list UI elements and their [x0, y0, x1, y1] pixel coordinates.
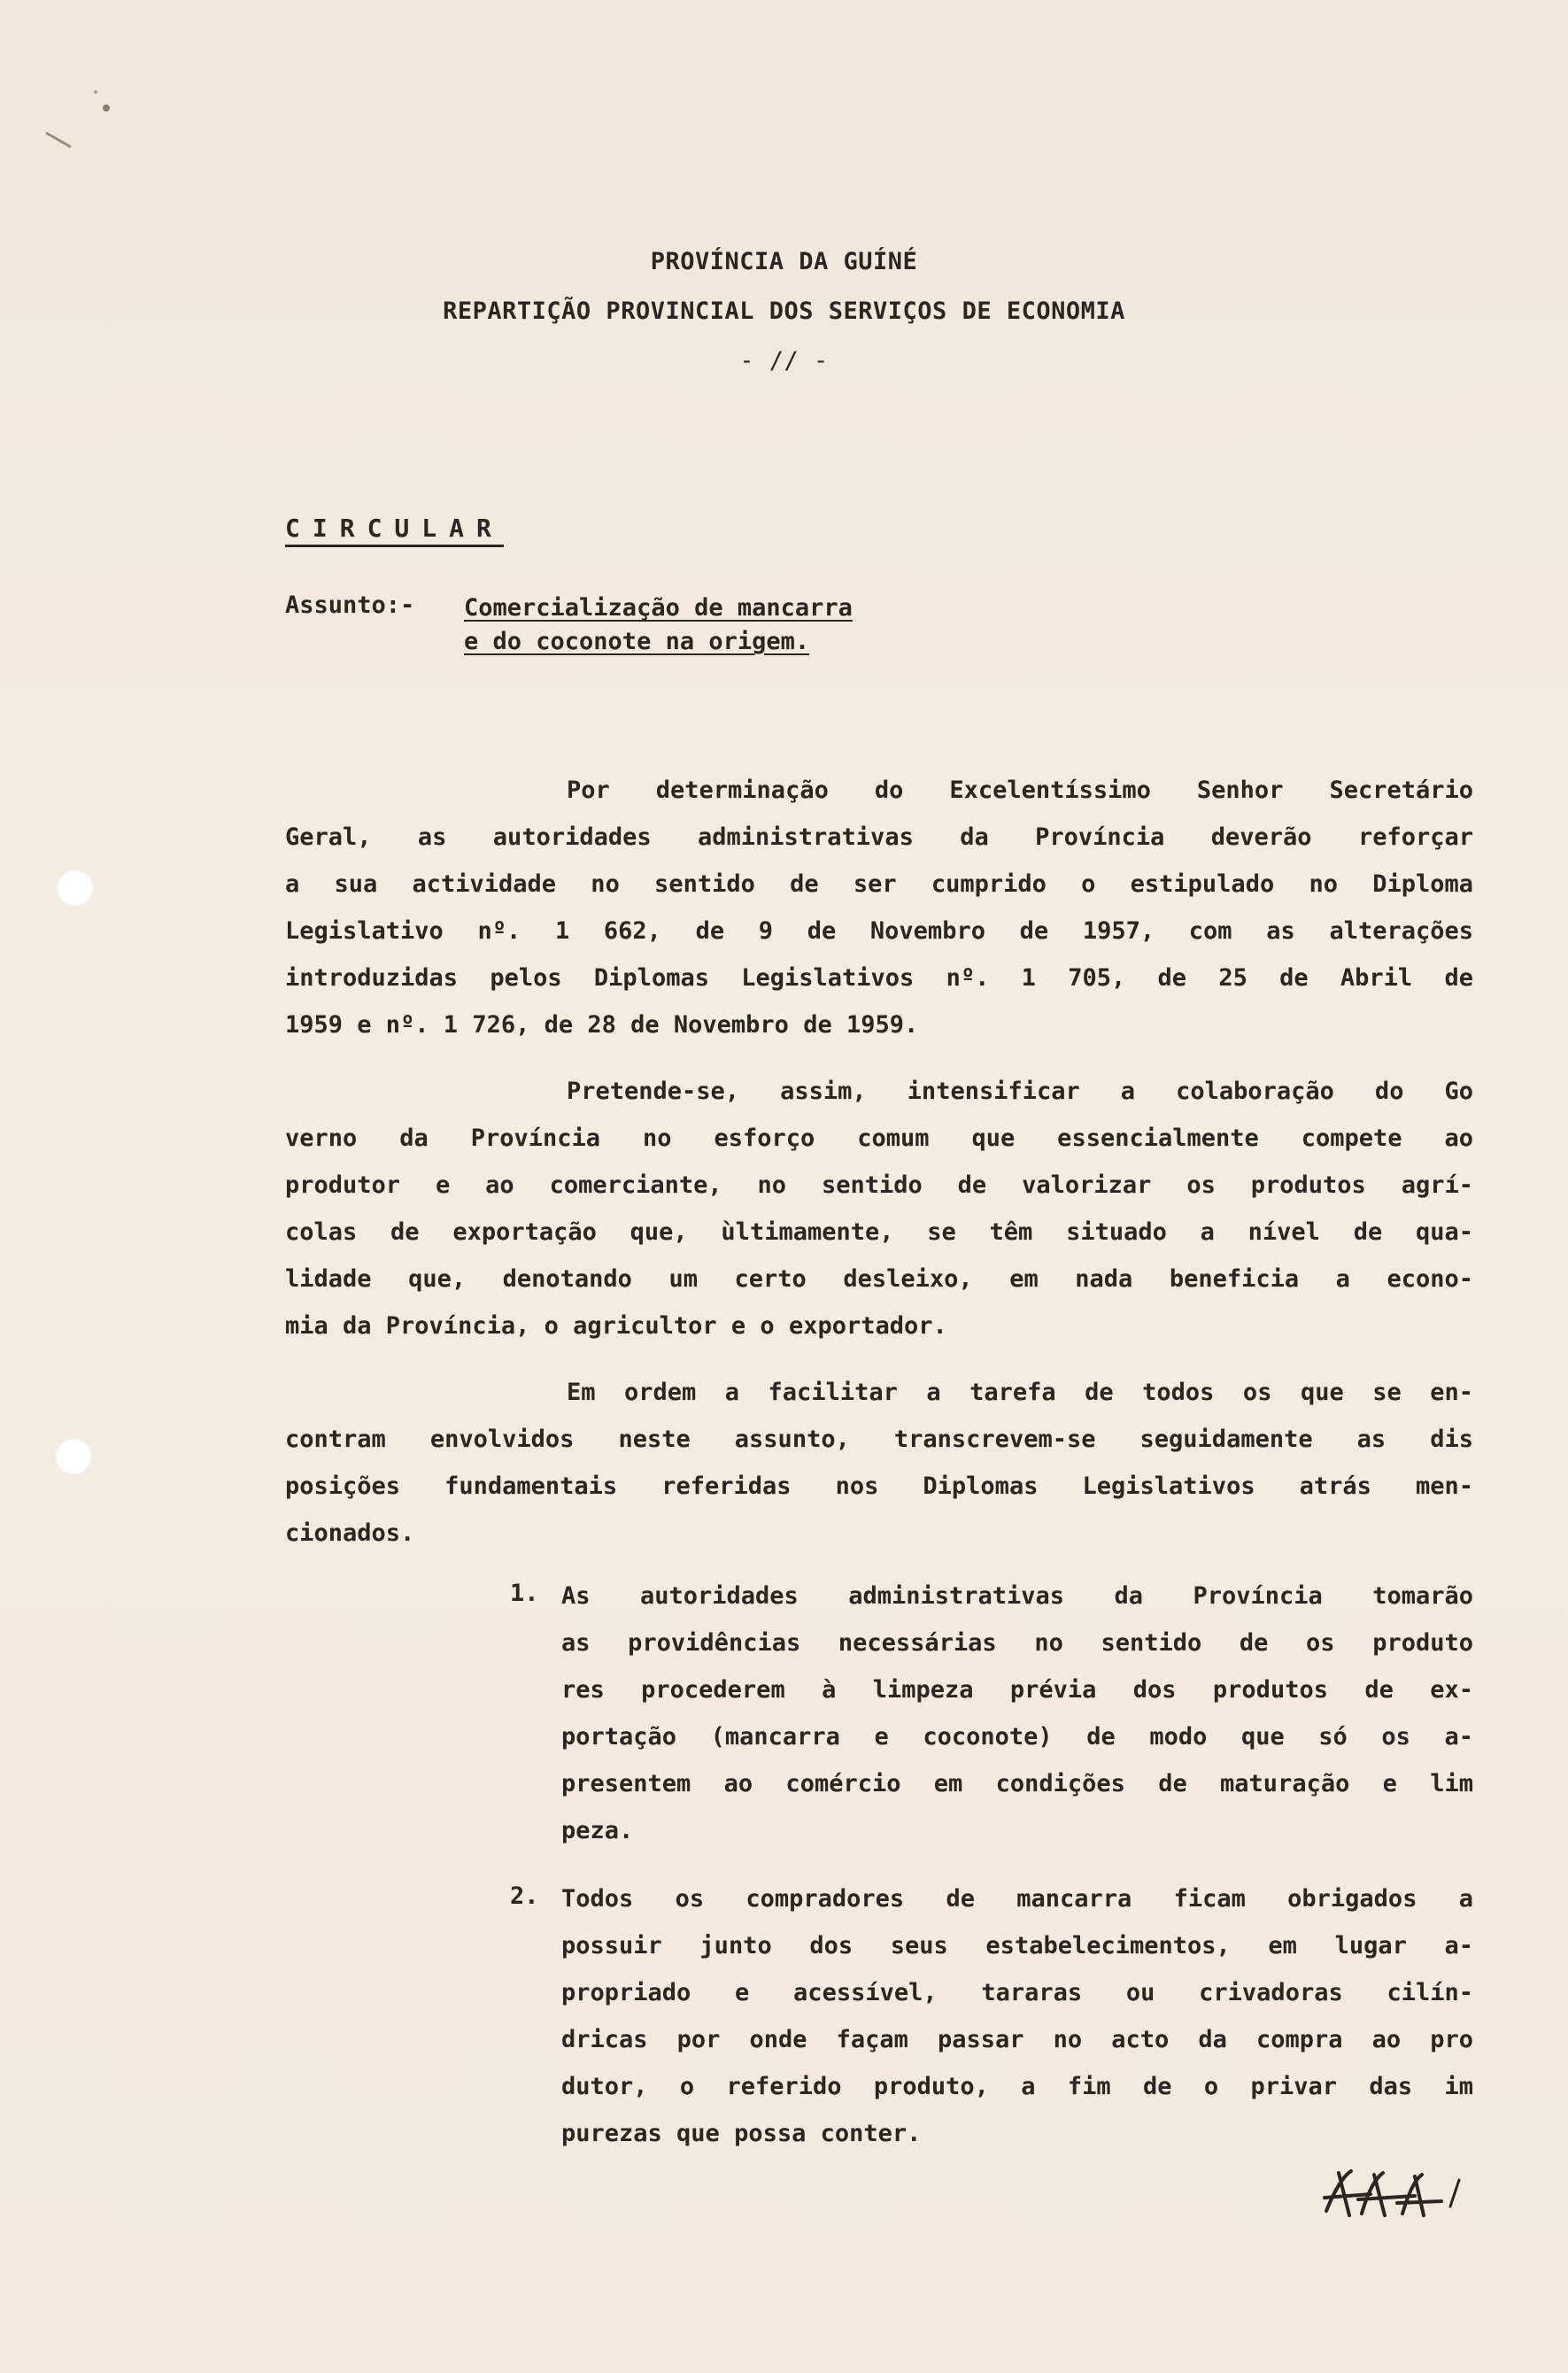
header-department: REPARTIÇÃO PROVINCIAL DOS SERVIÇOS DE ECONOMIA: [443, 298, 1125, 325]
paragraph-2: [285, 1068, 1473, 1349]
punch-hole-bottom: [55, 1438, 92, 1475]
paragraph-3: [285, 1369, 1473, 1557]
subject-line: e do coconote na origem.: [464, 628, 810, 655]
paragraph-line: Pretende-se, assim, intensificar a colaboração do Go: [567, 1078, 1473, 1105]
paragraph-line: produtor e ao comerciante, no sentido de valorizar os produtos agrí-: [285, 1171, 1473, 1199]
list-item-line: dutor, o referido produto, a fim de o privar das im: [561, 2073, 1473, 2100]
paragraph-line: verno da Província no esforço comum que essencialmente compete ao: [285, 1125, 1473, 1152]
list-item-line: peza.: [561, 1817, 634, 1844]
punch-hole-top: [57, 870, 94, 907]
handwritten-initials: [1317, 2162, 1477, 2224]
list-item-line: presentem ao comércio em condições de maturação e lim: [561, 1770, 1473, 1797]
item-number: 1.: [510, 1580, 539, 1607]
list-item: [561, 1573, 1473, 1854]
document-title: CIRCULAR: [285, 514, 504, 547]
paragraph-line: contram envolvidos neste assunto, transcrevem-se seguidamente as dis: [285, 1426, 1473, 1453]
paragraph-line: mia da Província, o agricultor e o exportador.: [285, 1312, 947, 1340]
list-item-line: purezas que possa conter.: [561, 2120, 922, 2147]
paragraph-line: Legislativo nº. 1 662, de 9 de Novembro de 1957, com as alterações: [285, 917, 1473, 945]
paragraph-1: [285, 767, 1473, 1048]
list-item-line: dricas por onde façam passar no acto da compra ao pro: [561, 2026, 1473, 2053]
paragraph-line: a sua actividade no sentido de ser cumprido o estipulado no Diploma: [285, 870, 1473, 898]
paragraph-line: Geral, as autoridades administrativas da Província deverão reforçar: [285, 823, 1473, 851]
list-item: [561, 1875, 1473, 2157]
stain-marks: [35, 71, 142, 177]
list-item-line: propriado e acessível, tararas ou crivadoras cilín-: [561, 1979, 1473, 2006]
subject-line: Comercialização de mancarra: [464, 594, 853, 622]
header-province: PROVÍNCIA DA GUÍNÉ: [650, 248, 918, 275]
paragraph-line: Por determinação do Excelentíssimo Senhor Secretário: [567, 777, 1473, 804]
item-number: 2.: [510, 1882, 539, 1910]
paragraph-line: lidade que, denotando um certo desleixo, em nada beneficia a econo-: [285, 1265, 1473, 1293]
paragraph-line: colas de exportação que, ùltimamente, se têm situado a nível de qua-: [285, 1218, 1473, 1246]
list-item-line: possuir junto dos seus estabelecimentos, em lugar a-: [561, 1932, 1473, 1959]
list-item-line: Todos os compradores de mancarra ficam obrigados a: [561, 1885, 1473, 1913]
paragraph-line: introduzidas pelos Diplomas Legislativos nº. 1 705, de 25 de Abril de: [285, 964, 1473, 992]
header-separator: - // -: [739, 347, 829, 375]
list-item-line: res procederem à limpeza prévia dos produtos de ex-: [561, 1676, 1473, 1704]
list-item-line: As autoridades administrativas da Província tomarão: [561, 1582, 1473, 1610]
paragraph-line: cionados.: [285, 1519, 415, 1547]
list-item-line: as providências necessárias no sentido de os produto: [561, 1629, 1473, 1657]
paragraph-line: Em ordem a facilitar a tarefa de todos os que se en-: [567, 1379, 1473, 1406]
subject-label: Assunto:-: [285, 591, 415, 619]
paragraph-line: 1959 e nº. 1 726, de 28 de Novembro de 1959.: [285, 1011, 919, 1039]
subject-text: [464, 591, 853, 659]
list-item-line: portação (mancarra e coconote) de modo que só os a-: [561, 1723, 1473, 1751]
paragraph-line: posições fundamentais referidas nos Diplomas Legislativos atrás men-: [285, 1472, 1473, 1500]
